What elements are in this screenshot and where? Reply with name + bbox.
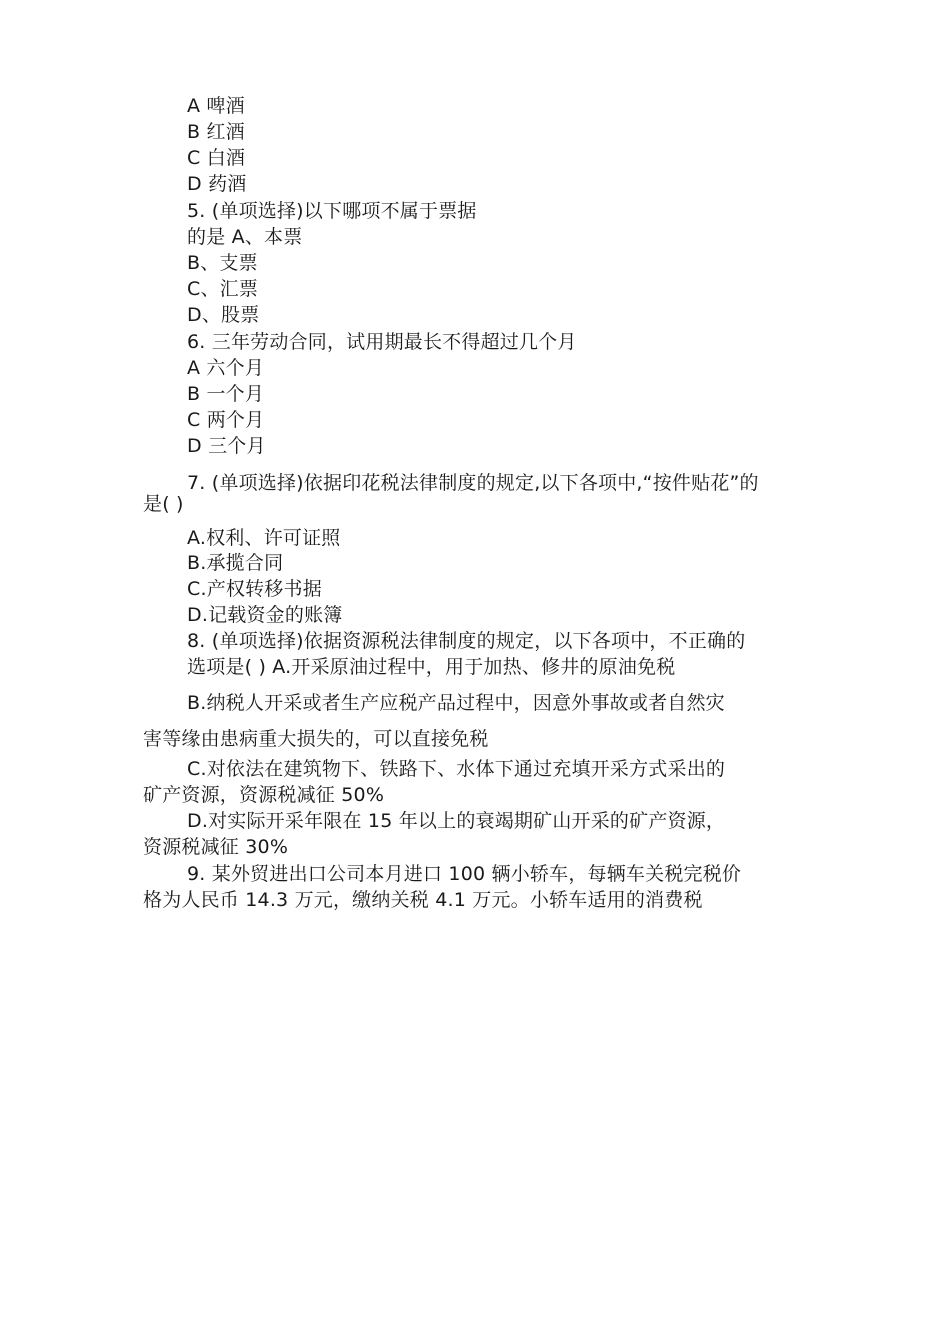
q9-text: 9. 某外贸进出口公司本月进口 100 辆小轿车，每辆车关税完税价 xyxy=(187,863,742,885)
q9-text-cont: 格为人民币 14.3 万元，缴纳关税 4.1 万元。小轿车适用的消费税 xyxy=(143,889,703,911)
q5-option-c: C、汇票 xyxy=(187,278,259,300)
q4-option-b: B 红酒 xyxy=(187,121,245,143)
q7-option-c: C.产权转移书据 xyxy=(187,578,322,600)
q8-option-b-cont: 害等缘由患病重大损失的，可以直接免税 xyxy=(143,728,489,750)
q5-option-d: D、股票 xyxy=(187,304,260,326)
q8-option-d: D.对实际开采年限在 15 年以上的衰竭期矿山开采的矿产资源， xyxy=(187,810,726,832)
q6-option-a: A 六个月 xyxy=(187,357,265,379)
q8-option-c-cont: 矿产资源，资源税减征 50% xyxy=(143,784,385,806)
q6-option-c: C 两个月 xyxy=(187,409,265,431)
q8-text-cont: 选项是( ) A.开采原油过程中，用于加热、修井的原油免税 xyxy=(187,656,676,678)
q8-text: 8. (单项选择)依据资源税法律制度的规定，以下各项中，不正确的 xyxy=(187,630,746,652)
q8-option-d-cont: 资源税减征 30% xyxy=(143,836,289,858)
q7-text: 7. (单项选择)依据印花税法律制度的规定,以下各项中,“按件贴花”的 xyxy=(187,472,759,494)
q7-text-cont: 是( ) xyxy=(143,493,184,515)
q5-text: 5. (单项选择)以下哪项不属于票据 xyxy=(187,200,477,222)
q7-option-d: D.记载资金的账簿 xyxy=(187,604,343,626)
q6-text: 6. 三年劳动合同，试用期最长不得超过几个月 xyxy=(187,331,577,353)
q7-option-b: B.承揽合同 xyxy=(187,552,284,574)
q6-option-d: D 三个月 xyxy=(187,435,266,457)
q5-option-b: B、支票 xyxy=(187,252,258,274)
q4-option-c: C 白酒 xyxy=(187,147,246,169)
q8-option-b: B.纳税人开采或者生产应税产品过程中，因意外事故或者自然灾 xyxy=(187,692,725,714)
q7-option-a: A.权利、许可证照 xyxy=(187,527,341,549)
q8-option-c: C.对依法在建筑物下、铁路下、水体下通过充填开采方式采出的 xyxy=(187,758,726,780)
q6-option-b: B 一个月 xyxy=(187,383,265,405)
q5-text-cont: 的是 A、本票 xyxy=(187,226,303,248)
q4-option-a: A 啤酒 xyxy=(187,95,245,117)
q4-option-d: D 药酒 xyxy=(187,173,247,195)
